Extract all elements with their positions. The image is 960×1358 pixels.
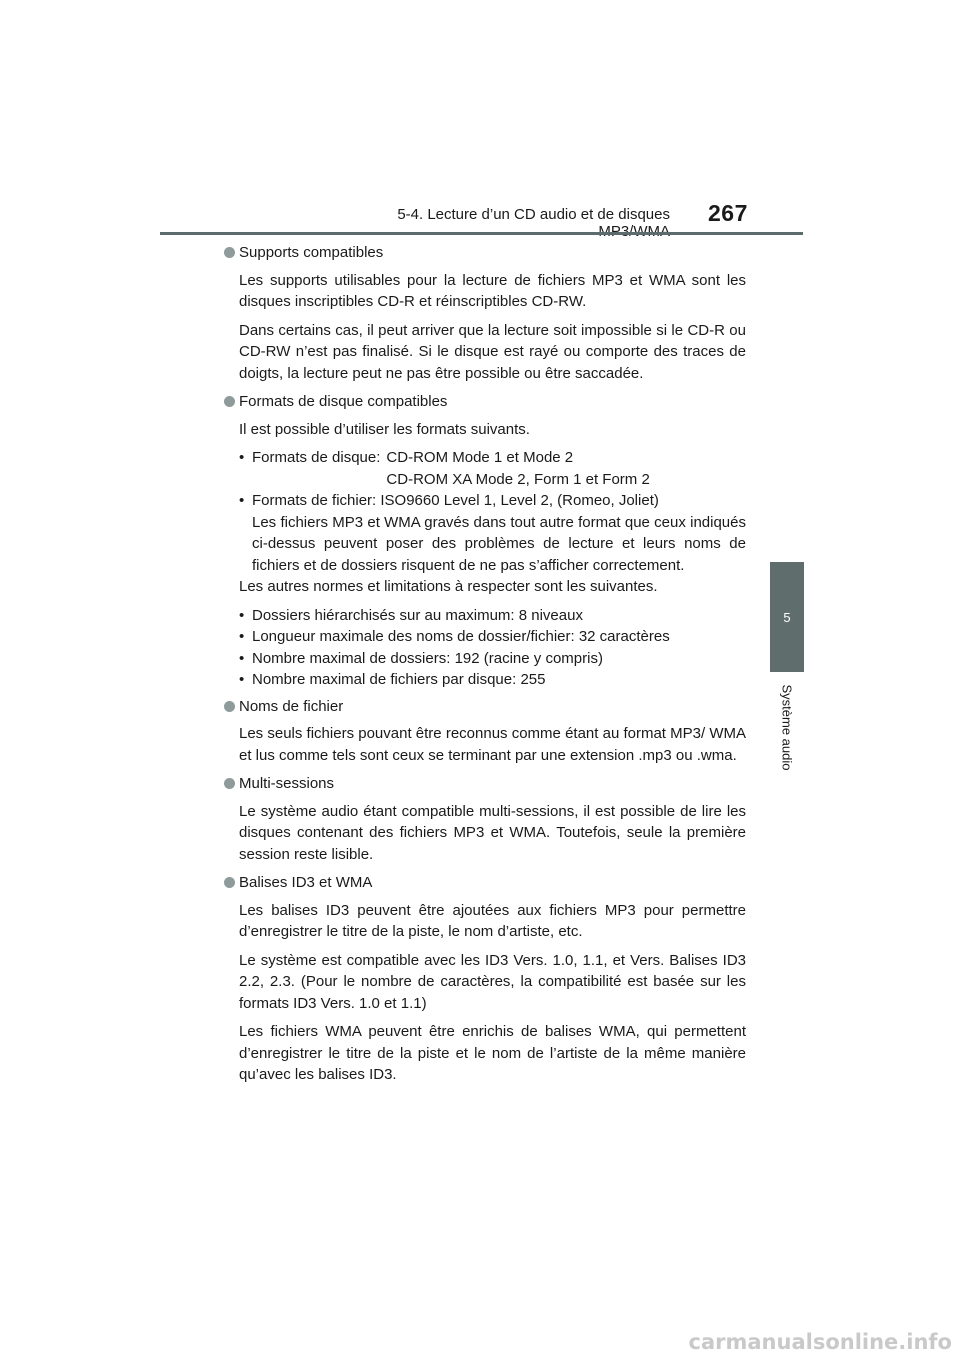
- bullet-icon: [224, 877, 235, 888]
- list-item: • Dossiers hiérarchisés sur au maximum: 8 niveaux: [239, 605, 746, 627]
- list-item: • Nombre maximal de fichiers par disque: 255: [239, 669, 746, 691]
- list-item: • Longueur maximale des noms de dossier/fichier: 32 caractères: [239, 626, 746, 648]
- chapter-tab[interactable]: [770, 562, 804, 672]
- list-item: • Formats de fichier: ISO9660 Level 1, Level 2, (Romeo, Joliet): [239, 490, 746, 512]
- paragraph: Les seuls fichiers pouvant être reconnus comme étant au format MP3/ WMA et lus comme tels sont ceux se terminant par une extension .mp3 ou .wma.: [239, 725, 746, 764]
- disc-format-value: CD-ROM Mode 1 et Mode 2: [386, 449, 574, 466]
- bullet-icon: [224, 701, 235, 712]
- section-heading: Supports compatibles: [221, 242, 746, 264]
- list-item: • Nombre maximal de dossiers: 192 (racine y compris): [239, 648, 746, 670]
- disc-formats-label: • Formats de disque:: [252, 449, 381, 466]
- paragraph: Les supports utilisables pour la lecture de fichiers MP3 et WMA sont les disques inscriptibles CD-R et réinscriptibles CD-RW.: [239, 271, 746, 310]
- paragraph: Il est possible d’utiliser les formats suivants.: [239, 420, 530, 438]
- section-heading: Multi-sessions: [221, 773, 746, 795]
- chapter-title: Système audio: [779, 684, 795, 771]
- paragraph: Le système est compatible avec les ID3 Vers. 1.0, 1.1, et Vers. Balises ID3 2.2, 2.3. (Pour le nombre de caractères, la compatibilité est basée sur les formats ID3 Vers. 1.0 et 1.1): [239, 951, 746, 1012]
- header-divider: [160, 232, 803, 235]
- section-heading: Balises ID3 et WMA: [221, 872, 746, 894]
- page-number: 267: [708, 200, 748, 226]
- page-content: [221, 242, 746, 1093]
- paragraph: Les fichiers WMA peuvent être enrichis de balises WMA, qui permettent d’enregistrer le titre de la piste et le nom de l’artiste de la même manière qu’avec les balises ID3.: [239, 1023, 746, 1083]
- section-heading: Noms de fichier: [221, 696, 746, 718]
- bullet-icon: [224, 778, 235, 789]
- paragraph: Le système audio étant compatible multi-sessions, il est possible de lire les disques contenant des fichiers MP3 et WMA. Toutefois, seule la première session reste lisible.: [239, 802, 746, 863]
- chapter-number: 5: [783, 609, 791, 625]
- chapter-tab-label: [770, 675, 804, 780]
- list-item: [239, 447, 746, 490]
- limits-list: [239, 605, 746, 691]
- section-header: 5-4. Lecture d’un CD audio et de disques: [397, 206, 670, 223]
- format-list: [239, 447, 746, 512]
- watermark: carmanualsonline.info: [688, 1330, 952, 1354]
- disc-format-value: CD-ROM XA Mode 2, Form 1 et Form 2: [386, 470, 650, 488]
- bullet-icon: [224, 396, 235, 407]
- paragraph: Les autres normes et limitations à respecter sont les suivantes.: [239, 578, 658, 595]
- paragraph: Les fichiers MP3 et WMA gravés dans tout autre format que ceux indiqués ci-dessus peuvent poser des problèmes de lecture et leurs noms de fichiers et de dossiers risquent de ne pas s’afficher correctement.: [252, 513, 746, 574]
- paragraph: Dans certains cas, il peut arriver que la lecture soit impossible si le CD-R ou CD-RW n’est pas finalisé. Si le disque est rayé ou comporte des traces de doigts, la lecture peut ne pas être possible ou être saccadée.: [239, 321, 746, 382]
- paragraph: Les balises ID3 peuvent être ajoutées aux fichiers MP3 pour permettre d’enregistrer le titre de la piste, le nom d’artiste, etc.: [239, 901, 746, 940]
- section-heading: Formats de disque compatibles: [221, 391, 746, 413]
- bullet-icon: [224, 247, 235, 258]
